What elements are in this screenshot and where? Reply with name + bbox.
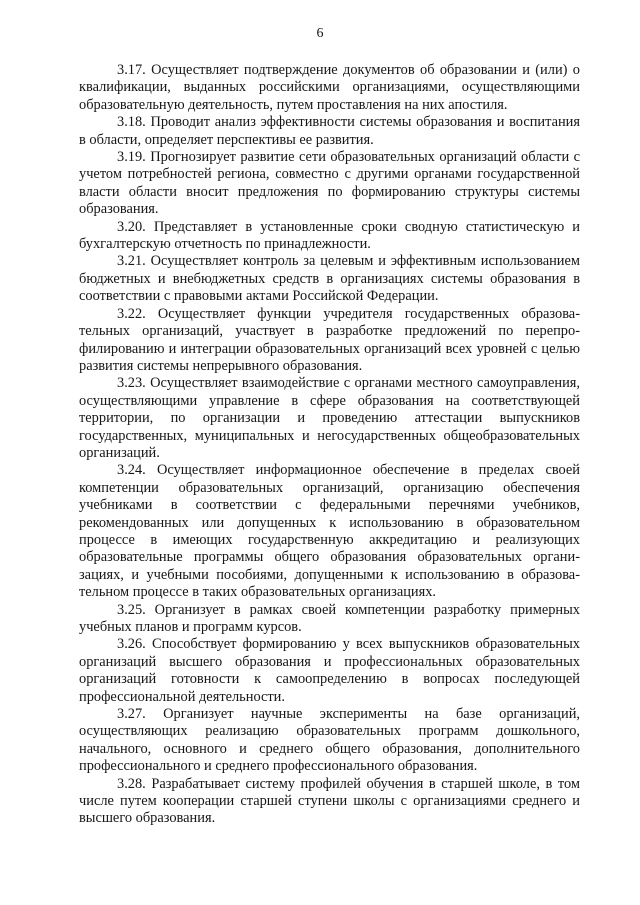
paragraph-3-20: 3.20. Представляет в установленные сроки сводную статистическую и бухгалтерскую отчетность по принадлежности. [79, 218, 580, 253]
paragraph-3-28: 3.28. Разрабатывает систему профилей обучения в старшей школе, в том числе путем кооперации старшей ступени школы с организациями среднего и высшего образования. [79, 775, 580, 827]
paragraph-3-19: 3.19. Прогнозирует развитие сети образовательных организаций области с учетом потребностей региона, совместно с другими органами государственной власти области вносит предложения по формированию структуры системы образования. [79, 149, 580, 218]
paragraph-3-25: 3.25. Организует в рамках своей компетенции разработку примерных учебных планов и программ курсов. [79, 601, 580, 635]
paragraph-3-22: 3.22. Осуществляет функции учредителя государственных образовательных организаций, участвует в разработке предложений по перепрофилированию и интеграции образовательных организаций всех уровней с целью развития системы непрерывного образования. [79, 305, 580, 374]
document-body [79, 62, 580, 828]
paragraph-3-27: 3.27. Организует научные эксперименты на базе организаций, осуществляющих реализацию образовательных программ дошкольного, начального, основного и среднего общего образования, дополнительного профессионального и среднего профессионального образования. [79, 706, 580, 775]
paragraph-3-24: 3.24. Осуществляет информационное обеспечение в пределах своей компетенции образовательных организаций, организацию обеспечения учебниками в соответствии с федеральными перечнями учебников, рекомендованных или допущенных к использованию в образовательном процессе в имеющих государственную аккредитацию и реализующих образовательные программы общего образования образовательных организациях, и учебными пособиями, допущенными к использованию в образовательном процессе в таких образовательных организациях. [79, 462, 580, 601]
paragraph-3-21: 3.21. Осуществляет контроль за целевым и эффективным использованием бюджетных и внебюджетных средств в организациях системы образования в соответствии с правовыми актами Российской Федерации. [79, 253, 580, 305]
paragraph-3-23: 3.23. Осуществляет взаимодействие с органами местного самоуправления, осуществляющими управление в сфере образования на соответствующей территории, по организации и проведению аттестации выпускников государственных, муниципальных и негосударственных общеобразовательных организаций. [79, 375, 580, 461]
paragraph-3-18: 3.18. Проводит анализ эффективности системы образования и воспитания в области, определяет перспективы ее развития. [79, 114, 580, 148]
paragraph-3-17: 3.17. Осуществляет подтверждение документов об образовании и (или) о квалификации, выданных российскими организациями, осуществляющими образовательную деятельность, путем проставления на них апостиля. [79, 62, 580, 113]
page-number: 6 [316, 26, 324, 41]
paragraph-3-26: 3.26. Способствует формированию у всех выпускников образовательных организаций высшего образования и профессиональных образовательных организаций готовности к самоопределению в вопросах последующей профессиональной деятельности. [79, 636, 580, 705]
